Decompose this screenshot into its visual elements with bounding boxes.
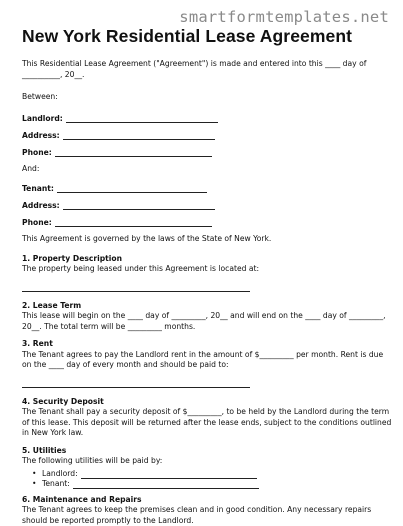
section-heading: 1. Property Description (22, 253, 123, 263)
utilities-list (22, 469, 392, 489)
and-label: And: (22, 164, 40, 174)
fill-line[interactable] (55, 148, 212, 157)
bullet-icon: • (32, 468, 37, 478)
field-label: Address: (22, 130, 60, 140)
document-title: New York Residential Lease Agreement (22, 26, 353, 46)
section-heading: 5. Utilities (22, 445, 67, 455)
section-body: The Tenant agrees to pay the Landlord rent in the amount of $_________ per month. Rent is due on the ____ day of every month and should be paid to: (22, 349, 384, 370)
section-body: The following utilities will be paid by: (22, 456, 163, 466)
fill-line[interactable] (55, 218, 212, 227)
section-utilities (22, 446, 392, 489)
utility-tenant-item[interactable] (32, 479, 392, 489)
section-body: The Tenant shall pay a security deposit of $_________, to be held by the Landlord during the term of this lease. This deposit will be returned after the lease ends, subject to the conditions outlined in New York law. (22, 407, 392, 438)
landlord-fields (22, 113, 392, 157)
fill-line[interactable] (57, 184, 207, 193)
section-maintenance (22, 495, 392, 526)
rent-payee-line[interactable] (22, 377, 250, 388)
between-label: Between: (22, 92, 58, 101)
section-body: This lease will begin on the ____ day of _________, 20__ and will end on the ____ day of _________, 20__. The total term will be _________ months. (22, 311, 386, 331)
landlord-phone-field[interactable] (22, 147, 392, 157)
field-label: Phone: (22, 217, 52, 227)
section-heading: 3. Rent (22, 339, 53, 349)
tenant-name-field[interactable] (22, 183, 392, 193)
section-rent (22, 339, 392, 388)
section-body: The property being leased under this Agreement is located at: (22, 264, 260, 274)
tenant-fields (22, 183, 392, 227)
section-heading: 2. Lease Term (22, 300, 82, 310)
utility-landlord-item[interactable] (32, 469, 392, 479)
section-security-deposit (22, 397, 392, 439)
field-label: Phone: (22, 147, 52, 157)
watermark-text: smartformtemplates.net (179, 8, 389, 26)
fill-line[interactable] (63, 201, 215, 210)
fill-line[interactable] (66, 114, 218, 123)
utility-label: Landlord: (42, 468, 78, 478)
tenant-phone-field[interactable] (22, 217, 392, 227)
fill-line[interactable] (81, 470, 257, 479)
governing-law-text: This Agreement is governed by the laws of the State of New York. (22, 234, 272, 244)
property-address-line[interactable] (22, 281, 250, 292)
section-property (22, 254, 392, 292)
section-heading: 4. Security Deposit (22, 396, 104, 406)
bullet-icon: • (32, 478, 37, 488)
section-heading: 6. Maintenance and Repairs (22, 494, 142, 504)
landlord-address-field[interactable] (22, 130, 392, 140)
section-lease-term (22, 301, 392, 333)
field-label: Landlord: (22, 113, 63, 123)
utility-label: Tenant: (42, 478, 70, 488)
field-label: Address: (22, 200, 60, 210)
fill-line[interactable] (63, 131, 215, 140)
lease-document (22, 26, 392, 526)
landlord-name-field[interactable] (22, 113, 392, 123)
fill-line[interactable] (73, 480, 259, 489)
field-label: Tenant: (22, 183, 54, 193)
intro-paragraph: This Residential Lease Agreement ("Agreement") is made and entered into this ____ day of __________, 20__. (22, 59, 367, 79)
section-body: The Tenant agrees to keep the premises clean and in good condition. Any necessary repairs should be reported promptly to the Landlord. (22, 505, 372, 525)
tenant-address-field[interactable] (22, 200, 392, 210)
